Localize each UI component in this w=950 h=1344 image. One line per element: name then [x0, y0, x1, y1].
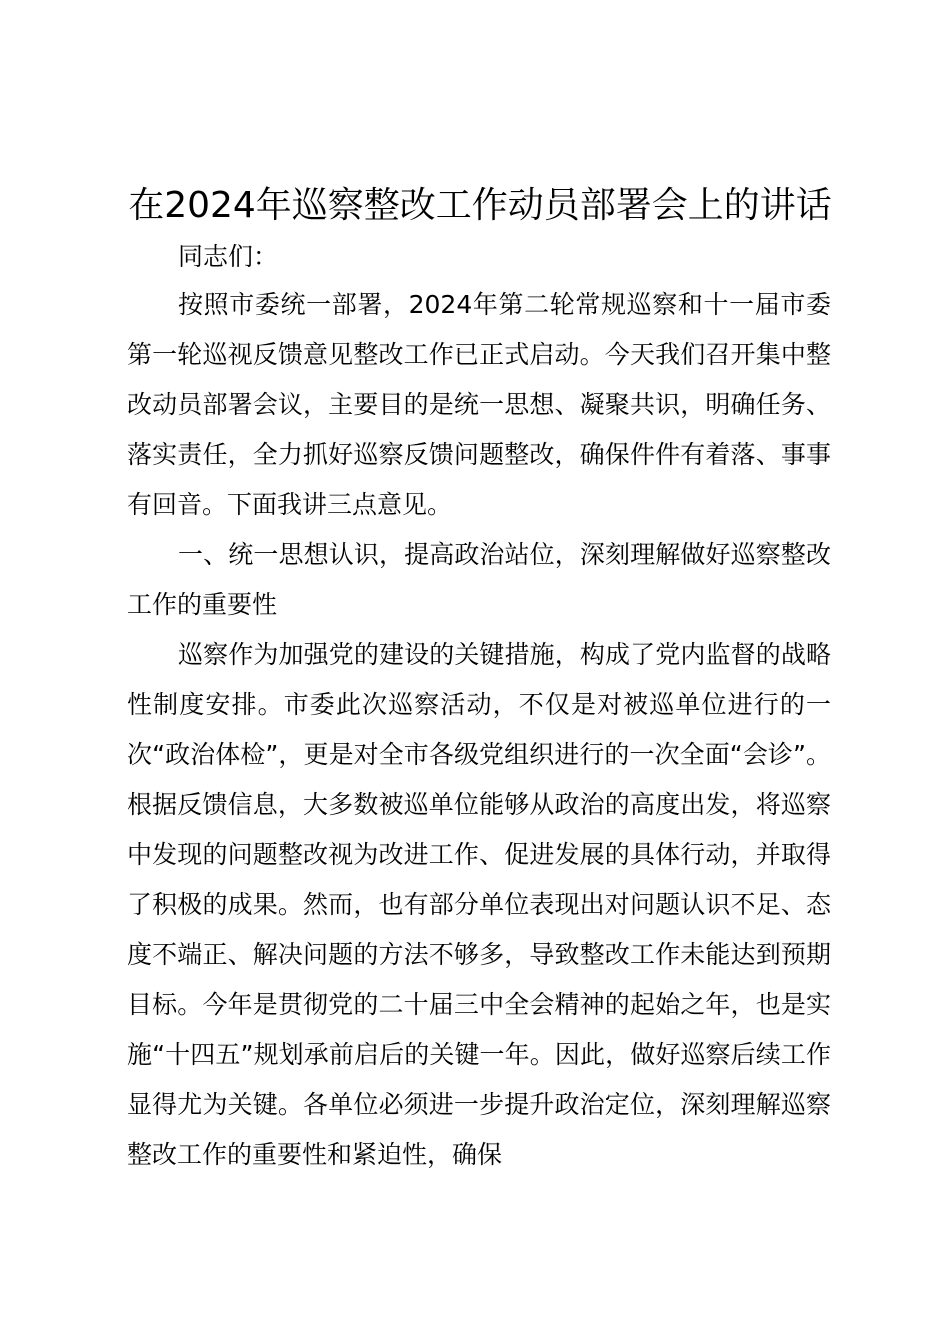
paragraph-intro: 按照市委统一部署，2024年第二轮常规巡察和十一届市委第一轮巡视反馈意见整改工作已正式启动。今天我们召开集中整改动员部署会议，主要目的是统一思想、凝聚共识，明确任务、落实责任，全力抓好巡察反馈问题整改，确保件件有着落、事事有回音。下面我讲三点意见。	[127, 290, 831, 519]
section-heading-1: 一、统一思想认识，提高政治站位，深刻理解做好巡察整改工作的重要性	[127, 540, 831, 619]
paragraph-section-1: 巡察作为加强党的建设的关键措施，构成了党内监督的战略性制度安排。市委此次巡察活动，不仅是对被巡单位进行的一次“政治体检”，更是对全市各级党组织进行的一次全面“会诊”。根据反馈信息，大多数被巡单位能够从政治的高度出发，将巡察中发现的问题整改视为改进工作、促进发展的具体行动，并取得了积极的成果。然而，也有部分单位表现出对问题认识不足、态度不端正、解决问题的方法不够多，导致整改工作未能达到预期目标。今年是贯彻党的二十届三中全会精神的起始之年，也是实施“十四五”规划承前启后的关键一年。因此，做好巡察后续工作显得尤为关键。各单位必须进一步提升政治定位，深刻理解巡察整改工作的重要性和紧迫性，确保	[127, 640, 831, 1169]
document-title: 在2024年巡察整改工作动员部署会上的讲话	[128, 185, 832, 226]
salutation: 同志们：	[178, 242, 279, 271]
